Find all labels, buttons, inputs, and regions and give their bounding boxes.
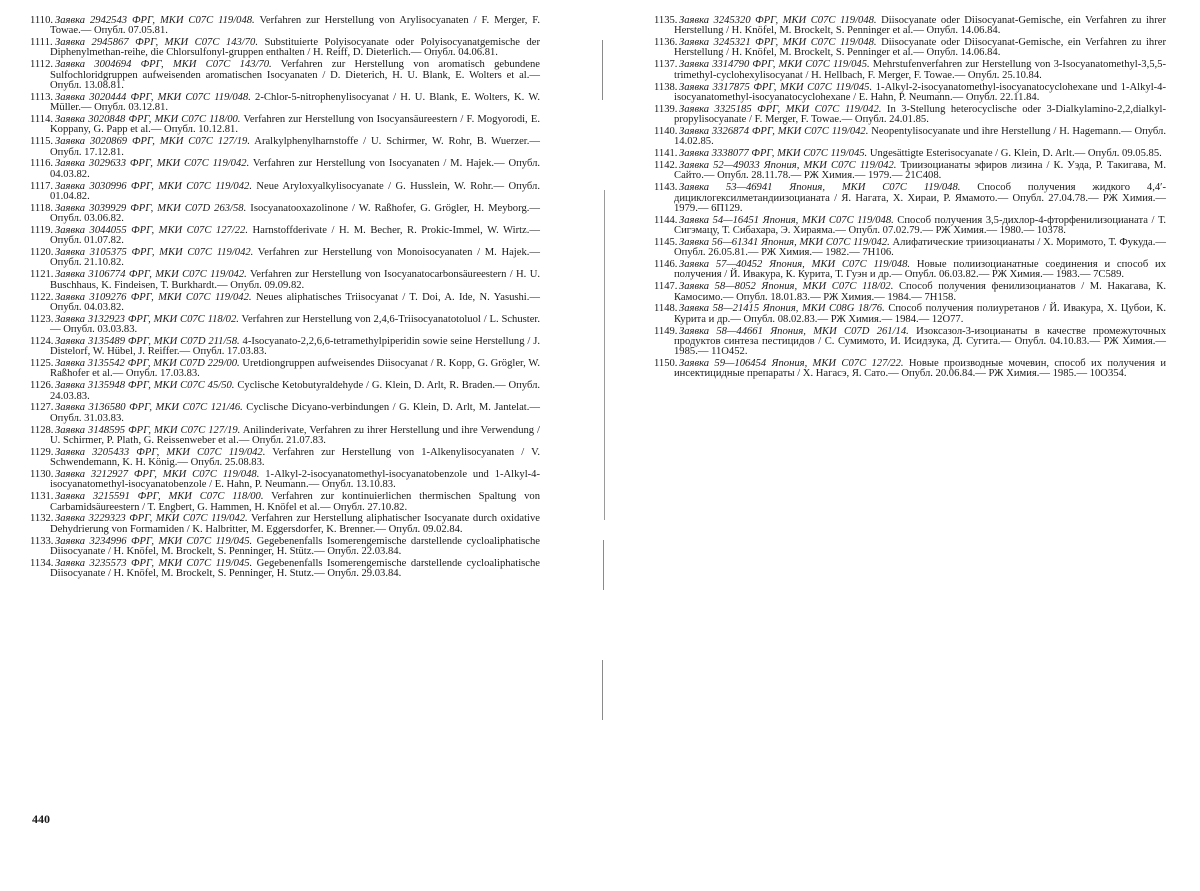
patent-reference: Заявка 54—16451 Япония, МКИ C07C 119/048. bbox=[679, 214, 894, 226]
bibliography-entry bbox=[654, 60, 1166, 81]
patent-reference: Заявка 3235573 ФРГ, МКИ C07C 119/045. bbox=[55, 557, 253, 569]
entry-text: Mehrstufenverfahren zur Herstellung von 3-Isocyanatomethyl-3,5,5-trimethyl-cyclohexylisocyanat / H. Hellbach, F. Merger, F. Towae.— Опубл. 25.10.84. bbox=[674, 59, 1166, 81]
patent-reference: Заявка 53—46941 Япония, МКИ C07C 119/048. bbox=[679, 182, 961, 194]
entry-text: Способ получения жидкого 4,4′-дициклогексилметандиизоцианата / Я. Нагата, Х. Хираи, Р. Ямамото.— Опубл. 27.04.78.— РЖ Химия.— 1979.— 6П129. bbox=[674, 182, 1166, 214]
entry-number: 1110. bbox=[30, 15, 54, 26]
entry-number: 1111. bbox=[30, 37, 53, 49]
bibliography-entry bbox=[654, 359, 1166, 380]
entry-number: 1147. bbox=[654, 281, 678, 293]
entry-number: 1146. bbox=[654, 259, 678, 271]
entry-text: Verfahren zur Herstellung von aromatisch gebundene Sulfochloridgruppen aufweisenden aromatischen Isocyanaten / D. Dieterich, H. U. Blank, E. Wolters et al.— Опубл. 13.08.81. bbox=[50, 59, 540, 91]
entry-number: 1123. bbox=[30, 313, 54, 325]
bibliography-entry bbox=[30, 470, 540, 491]
entry-text: Способ получения полиуретанов / Й. Ивакура, Х. Цубои, К. Курита и др.— Опубл. 08.02.83.— РЖ Химия.— 1984.— 12О77. bbox=[674, 303, 1167, 325]
entry-number: 1149. bbox=[654, 325, 678, 337]
entry-text: Новые производные мочевин, способ их получения и инсектицидные препараты / Х. Нагасэ, Я. Сато.— Опубл. 20.06.84.— РЖ Химия.— 1985.— 10О354. bbox=[674, 358, 1166, 380]
patent-reference: Заявка 3148595 ФРГ, МКИ C07C 127/19. bbox=[55, 424, 241, 436]
patent-reference: Заявка 3039929 ФРГ, МКИ C07D 263/58. bbox=[55, 202, 247, 214]
patent-reference: Заявка 3215591 ФРГ, МКИ C07C 118/00. bbox=[55, 491, 264, 503]
entry-text: Uretdiongruppen aufweisendes Diisocyanat / R. Kopp, G. Grögler, W. Raßhofer et al.— Опубл. 17.03.83. bbox=[50, 358, 541, 380]
entry-text: 2-Chlor-5-nitrophenylisocyanat / H. U. Blank, E. Wolters, K. W. Müller.— Опубл. 03.12.81. bbox=[50, 91, 540, 114]
entry-text: Isocyanatooxazolinone / W. Raßhofer, G. Grögler, H. Meyborg.— Опубл. 03.06.82. bbox=[50, 202, 540, 225]
entry-text: 1-Alkyl-2-isocyanatomethyl-isocyanatobenzole und 1-Alkyl-4-isocyanatomethyl-isocyanatobenzole / E. Hahn, P. Neumann.— Опубл. 13.10.83. bbox=[50, 469, 540, 491]
entry-text: Cyclische Dicyano-verbindungen / G. Klein, D. Arlt, M. Jantelat.— Опубл. 31.03.83. bbox=[50, 402, 540, 424]
entry-number: 1136. bbox=[654, 37, 678, 49]
entry-text: Gegebenenfalls Isomerengemische darstellende cycloaliphatische Diisocyanate / H. Knöfel, M. Brockelt, S. Penninger, H. Stütz.— Опубл. 22.03.84. bbox=[50, 535, 540, 557]
patent-reference: Заявка 3020848 ФРГ, МКИ C07C 118/00. bbox=[55, 114, 241, 126]
entry-text: Триизоцианаты эфиров лизина / К. Уэда, Р. Такигава, М. Сайто.— Опубл. 28.11.78.— РЖ Химия.— 1979.— 21С408. bbox=[674, 160, 1166, 182]
bibliography-entry bbox=[654, 149, 1166, 159]
bibliography-entry bbox=[30, 270, 540, 291]
entry-text: Изоксазол-3-изоцианаты в качестве промежуточных продуктов синтеза пестицидов / С. Сумимото, И. Исидзука, Д. Сугита.— Опубл. 04.10.83.— РЖ Химия.— 1985.— 11О452. bbox=[674, 325, 1166, 358]
entry-number: 1145. bbox=[654, 236, 678, 248]
bibliography-entry bbox=[654, 16, 1166, 37]
bibliography-entry bbox=[30, 204, 540, 225]
patent-reference: Заявка 3109276 ФРГ, МКИ C07C 119/042. bbox=[55, 291, 252, 303]
bibliography-entry bbox=[30, 248, 540, 269]
entry-number: 1139. bbox=[654, 103, 678, 115]
patent-reference: Заявка 3245321 ФРГ, МКИ C07C 119/048. bbox=[679, 37, 877, 49]
entry-number: 1130. bbox=[30, 469, 54, 481]
entry-text: 1-Alkyl-2-isocyanatomethyl-isocyanatocyclohexane und 1-Alkyl-4-isocyanatomethyl-isocyanatocyclohexane / E. Hahn, P. Neumann.— Опубл. 22.11.84. bbox=[674, 81, 1166, 103]
bibliography-entry bbox=[654, 282, 1166, 303]
entry-number: 1131. bbox=[30, 491, 54, 503]
patent-reference: Заявка 3020869 ФРГ, МКИ C07C 127/19. bbox=[55, 136, 250, 148]
entry-text: Neopentylisocyanate und ihre Herstellung / H. Hagemann.— Опубл. 14.02.85. bbox=[674, 125, 1166, 148]
entry-text: Harnstoffderivate / H. M. Becher, R. Prokic-Immel, W. Wirtz.— Опубл. 01.07.82. bbox=[50, 224, 540, 247]
bibliography-entry bbox=[654, 238, 1166, 259]
patent-reference: Заявка 52—49033 Япония, МКИ C07C 119/042. bbox=[679, 160, 897, 172]
patent-reference: Заявка 3245320 ФРГ, МКИ C07C 119/048. bbox=[679, 15, 877, 26]
entry-number: 1115. bbox=[30, 136, 54, 148]
entry-number: 1119. bbox=[30, 224, 54, 236]
entry-text: Ungesättigte Esterisocyanate / G. Klein, D. Arlt.— Опубл. 09.05.85. bbox=[867, 148, 1162, 160]
entry-number: 1113. bbox=[30, 91, 54, 103]
entry-number: 1144. bbox=[654, 214, 678, 226]
patent-reference: Заявка 56—61341 Япония, МКИ C07C 119/042. bbox=[679, 236, 890, 248]
bibliography-entry bbox=[30, 16, 540, 37]
bibliography-entry bbox=[654, 183, 1166, 214]
bibliography-entry bbox=[30, 60, 540, 91]
patent-reference: Заявка 3234996 ФРГ, МКИ C07C 119/045. bbox=[55, 535, 253, 547]
bibliography-entry bbox=[30, 359, 540, 380]
book-gutter bbox=[594, 0, 614, 891]
entry-number: 1142. bbox=[654, 160, 678, 172]
entry-text: Verfahren zur Herstellung von Arylisocyanaten / F. Merger, F. Towae.— Опубл. 07.05.81. bbox=[50, 15, 540, 37]
bibliography-entry bbox=[654, 216, 1166, 237]
bibliography-entry bbox=[30, 93, 540, 114]
patent-reference: Заявка 3044055 ФРГ, МКИ C07C 127/22. bbox=[55, 224, 248, 236]
entry-number: 1124. bbox=[30, 335, 54, 347]
patent-reference: Заявка 3136580 ФРГ, МКИ C07C 121/46. bbox=[55, 402, 243, 414]
gutter-mark bbox=[602, 40, 603, 100]
entry-text: Verfahren zur Herstellung von 2,4,6-Triisocyanatotoluol / L. Schuster.— Опубл. 03.03.83. bbox=[50, 313, 540, 336]
bibliography-entry bbox=[654, 127, 1166, 148]
entry-number: 1126. bbox=[30, 380, 54, 392]
bibliography-entry bbox=[30, 226, 540, 247]
patent-reference: Заявка 2945867 ФРГ, МКИ C07C 143/70. bbox=[55, 37, 258, 49]
entry-number: 1141. bbox=[654, 148, 678, 160]
bibliography-entry bbox=[30, 137, 540, 158]
entry-number: 1140. bbox=[654, 125, 678, 137]
bibliography-entry bbox=[30, 403, 540, 424]
bibliography-entry bbox=[654, 105, 1166, 126]
entry-text: Diisocyanate oder Diisocyanat-Gemische, ein Verfahren zu ihrer Herstellung / H. Knöfel, M. Brockelt, S. Penninger et al.— Опубл. 14.06.84. bbox=[674, 37, 1166, 59]
patent-reference: Заявка 3325185 ФРГ, МКИ C07C 119/042. bbox=[679, 103, 882, 115]
bibliography-entry bbox=[30, 315, 540, 336]
left-column bbox=[30, 16, 540, 581]
entry-number: 1112. bbox=[30, 59, 54, 71]
patent-reference: Заявка 3020444 ФРГ, МКИ C07C 119/048. bbox=[55, 91, 251, 103]
entry-number: 1143. bbox=[654, 182, 678, 194]
patent-reference: Заявка 3317875 ФРГ, МКИ C07C 119/045. bbox=[679, 81, 873, 93]
patent-reference: Заявка 3135489 ФРГ, МКИ C07D 211/58. bbox=[55, 335, 240, 347]
entry-number: 1114. bbox=[30, 114, 54, 126]
entry-number: 1148. bbox=[654, 303, 678, 315]
entry-text: Алифатические триизоцианаты / Х. Моримото, Т. Фукуда.— Опубл. 26.05.81.— РЖ Химия.— 1982.— 7Н106. bbox=[674, 236, 1167, 259]
patent-reference: Заявка 3338077 ФРГ, МКИ C07C 119/045. bbox=[679, 148, 868, 160]
entry-number: 1138. bbox=[654, 81, 678, 93]
patent-reference: Заявка 59—106454 Япония, МКИ C07C 127/22. bbox=[679, 358, 904, 370]
bibliography-entry bbox=[30, 182, 540, 203]
entry-text: Verfahren zur Herstellung von Isocyanatocarbonsäureestern / H. U. Buschhaus, K. Findeisen, T. Burkhardt.— Опубл. 09.09.82. bbox=[50, 269, 540, 291]
gutter-mark bbox=[602, 660, 603, 720]
entry-number: 1132. bbox=[30, 513, 54, 525]
patent-reference: Заявка 3205433 ФРГ, МКИ C07C 119/042. bbox=[55, 446, 266, 458]
entry-text: Aralkylphenylharnstoffe / U. Schirmer, W. Rohr, B. Wuerzer.— Опубл. 17.12.81. bbox=[50, 136, 540, 158]
entry-text: Новые полиизоцианатные соединения и способ их получения / Й. Ивакура, К. Курита, Т. Гуэн и др.— Опубл. 06.03.82.— РЖ Химия.— 1983.— 7С589. bbox=[674, 259, 1167, 281]
patent-reference: Заявка 58—44661 Япония, МКИ C07D 261/14. bbox=[679, 325, 909, 337]
patent-reference: Заявка 3105375 ФРГ, МКИ C07C 119/042. bbox=[55, 247, 254, 259]
bibliography-entry bbox=[30, 492, 540, 513]
entry-number: 1116. bbox=[30, 158, 54, 170]
entry-number: 1128. bbox=[30, 424, 54, 436]
bibliography-entry bbox=[654, 260, 1166, 281]
bibliography-entry bbox=[654, 83, 1166, 104]
entry-text: Способ получения 3,5-дихлор-4-фторфенилизоцианата / Т. Сигэмацу, Т. Сибахара, Э. Хираяма.— Опубл. 07.02.79.— РЖ Химия.— 1980.— 10378. bbox=[674, 214, 1167, 236]
patent-reference: Заявка 3135948 ФРГ, МКИ C07C 45/50. bbox=[55, 380, 235, 392]
gutter-mark bbox=[603, 540, 604, 590]
bibliography-entry bbox=[30, 159, 540, 180]
entry-text: Substituierte Polyisocyanate oder Polyisocyanatgemische der Diphenylmethan-reihe, die Chlorsulfonyl-gruppen enthalten / H. Reiff, D. Dieterlich.— Опубл. 04.06.81. bbox=[50, 37, 540, 59]
bibliography-entry bbox=[30, 381, 540, 402]
patent-reference: Заявка 3030996 ФРГ, МКИ C07C 119/042. bbox=[55, 180, 252, 192]
entry-number: 1121. bbox=[30, 269, 54, 281]
bibliography-entry bbox=[30, 559, 540, 580]
entry-text: Diisocyanate oder Diisocyanat-Gemische, ein Verfahren zu ihrer Herstellung / H. Knöfel, M. Brockelt, S. Penninger et al.— Опубл. 14.06.84. bbox=[674, 15, 1166, 37]
entry-text: Anilinderivate, Verfahren zu ihrer Herstellung und ihre Verwendung / U. Schirmer, P. Plath, G. Reissenweber et al.— Опубл. 21.07.83. bbox=[50, 424, 541, 446]
patent-reference: Заявка 3004694 ФРГ, МКИ C07C 143/70. bbox=[55, 59, 272, 71]
patent-reference: Заявка 2942543 ФРГ, МКИ C07C 119/048. bbox=[55, 15, 255, 26]
entry-text: Verfahren zur Herstellung von Isocyansäureestern / F. Mogyorodi, E. Koppany, G. Papp et al.— Опубл. 10.12.81. bbox=[50, 114, 540, 136]
entry-text: In 3-Stellung heterocyclische oder 3-Dialkylamino-2,2,dialkyl-propylisocyanate / F. Merger, F. Towae.— Опубл. 24.01.85. bbox=[674, 103, 1166, 126]
entry-number: 1129. bbox=[30, 446, 54, 458]
entry-number: 1118. bbox=[30, 202, 54, 214]
patent-reference: Заявка 3135542 ФРГ, МКИ C07D 229/00. bbox=[55, 358, 240, 370]
entry-number: 1122. bbox=[30, 291, 54, 303]
bibliography-entry bbox=[30, 337, 540, 358]
bibliography-entry bbox=[30, 115, 540, 136]
entry-text: Verfahren zur kontinuierlichen thermischen Spaltung von Carbamidsäureestern / T. Engbert, G. Hammen, H. Knöfel et al.— Опубл. 27.10.82. bbox=[50, 491, 540, 513]
entry-number: 1117. bbox=[30, 180, 54, 192]
entry-text: Verfahren zur Herstellung von Monoisocyanaten / M. Hajek.— Опубл. 21.10.82. bbox=[50, 247, 540, 269]
bibliography-entry bbox=[30, 426, 540, 447]
right-column bbox=[654, 16, 1166, 381]
entry-text: Verfahren zur Herstellung von Isocyanaten / M. Hajek.— Опубл. 04.03.82. bbox=[50, 158, 541, 180]
entry-text: Cyclische Ketobutyraldehyde / G. Klein, D. Arlt, R. Braden.— Опубл. 24.03.83. bbox=[50, 380, 541, 402]
entry-number: 1135. bbox=[654, 15, 678, 26]
entry-text: Gegebenenfalls Isomerengemische darstellende cycloaliphatische Diisocyanate / H. Knöfel, M. Brockelt, S. Penninger, H. Stutz.— Опубл. 29.03.84. bbox=[50, 557, 540, 580]
bibliography-entry bbox=[30, 514, 540, 535]
entry-text: Verfahren zur Herstellung aliphatischer Isocyanate durch oxidative Dehydrierung von Formamiden / K. Halbritter, M. Eggersdorfer, K. Brenner.— Опубл. 09.02.84. bbox=[50, 513, 540, 535]
entry-text: Способ получения фенилизоцианатов / М. Накагава, К. Камосимо.— Опубл. 18.01.83.— РЖ Химия.— 1984.— 7Н158. bbox=[674, 281, 1167, 303]
entry-text: Verfahren zur Herstellung von 1-Alkenylisocyanaten / V. Schwendemann, K. H. König.— Опубл. 25.08.83. bbox=[50, 446, 541, 469]
patent-reference: Заявка 3326874 ФРГ, МКИ C07C 119/042. bbox=[679, 125, 869, 137]
patent-reference: Заявка 3314790 ФРГ, МКИ C07C 119/045. bbox=[679, 59, 870, 71]
entry-number: 1125. bbox=[30, 358, 54, 370]
bibliography-entry bbox=[30, 448, 540, 469]
bibliography-entry bbox=[654, 304, 1166, 325]
bibliography-entry bbox=[30, 537, 540, 558]
entry-text: Neue Aryloxyalkylisocyanate / G. Husslein, W. Rohr.— Опубл. 01.04.82. bbox=[50, 180, 540, 202]
patent-reference: Заявка 3212927 ФРГ, МКИ C07C 119/048. bbox=[55, 469, 260, 481]
bibliography-entry bbox=[30, 293, 540, 314]
entry-text: Neues aliphatisches Triisocyanat / T. Doi, A. Ide, N. Yasushi.— Опубл. 04.03.82. bbox=[50, 291, 540, 313]
bibliography-entry bbox=[654, 38, 1166, 59]
entry-text: 4-Isocyanato-2,2,6,6-tetramethylpiperidin sowie seine Herstellung / J. Distelorf, W. Hübel, J. Reiffer.— Опубл. 17.03.83. bbox=[50, 335, 540, 358]
entry-number: 1127. bbox=[30, 402, 54, 414]
gutter-mark bbox=[604, 190, 605, 520]
entry-number: 1137. bbox=[654, 59, 678, 71]
entry-number: 1134. bbox=[30, 557, 54, 569]
patent-reference: Заявка 58—21415 Япония, МКИ C08G 18/76. bbox=[679, 303, 885, 315]
patent-reference: Заявка 3106774 ФРГ, МКИ C07C 119/042. bbox=[55, 269, 247, 281]
entry-number: 1150. bbox=[654, 358, 678, 370]
bibliography-entry bbox=[30, 38, 540, 59]
patent-reference: Заявка 3132923 ФРГ, МКИ C07C 118/02. bbox=[55, 313, 239, 325]
entry-number: 1120. bbox=[30, 247, 54, 259]
bibliography-entry bbox=[654, 161, 1166, 182]
bibliography-entry bbox=[654, 327, 1166, 358]
page-number: 440 bbox=[32, 812, 50, 826]
patent-reference: Заявка 3229323 ФРГ, МКИ C07C 119/042. bbox=[55, 513, 248, 525]
entry-number: 1133. bbox=[30, 535, 54, 547]
patent-reference: Заявка 58—8052 Япония, МКИ C07C 118/02. bbox=[679, 281, 894, 293]
patent-reference: Заявка 57—40452 Япония, МКИ C07C 119/048. bbox=[679, 259, 911, 271]
patent-reference: Заявка 3029633 ФРГ, МКИ C07C 119/042. bbox=[55, 158, 250, 170]
